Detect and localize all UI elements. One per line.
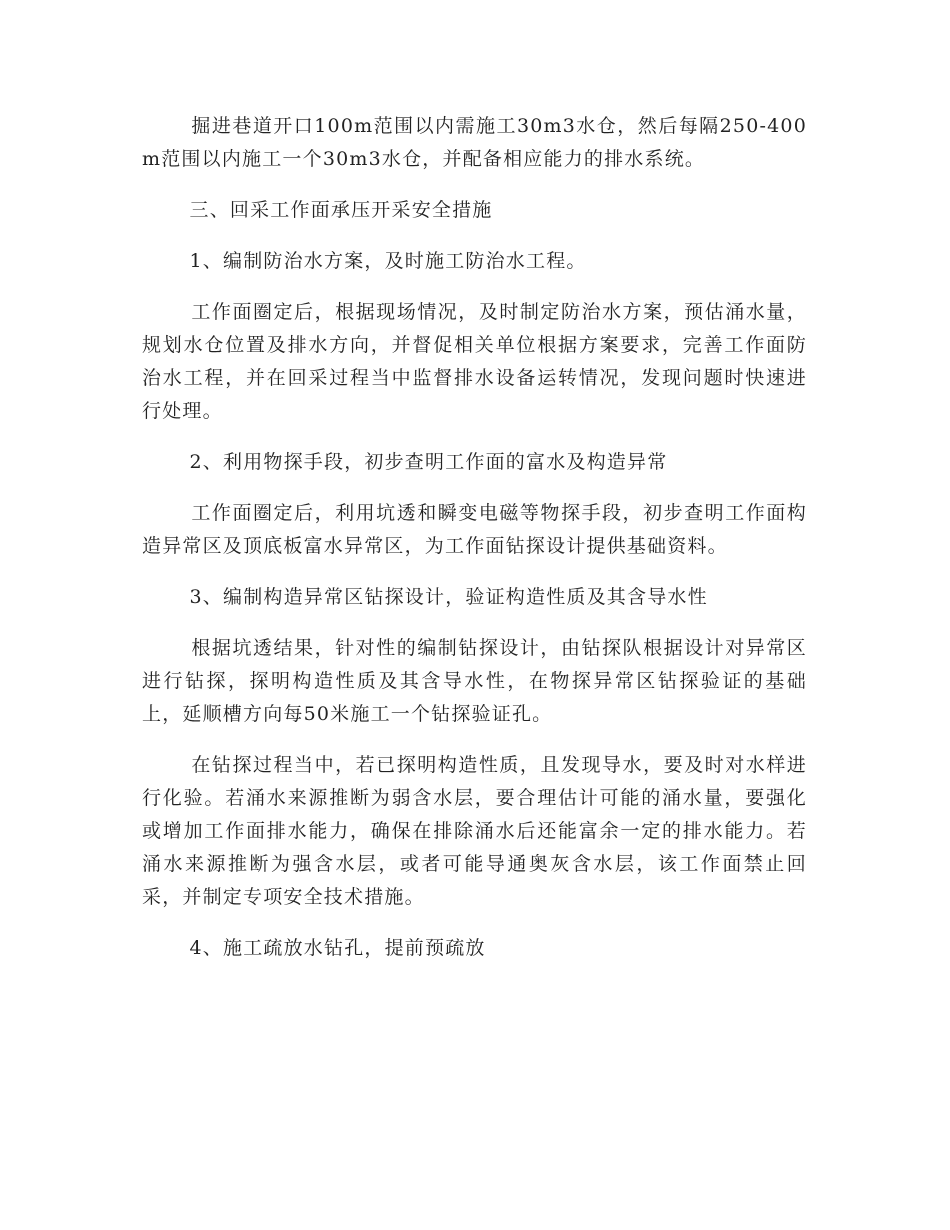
- paragraph-water-sump: 掘进巷道开口100m范围以内需施工30m3水仓，然后每隔250-400m范围以内施工一个30m3水仓，并配备相应能力的排水系统。: [142, 115, 807, 170]
- paragraph-drilling-process: 在钻探过程当中，若已探明构造性质，且发现导水，要及时对水样进行化验。若涌水来源推断为弱含水层，要合理估计可能的涌水量，要强化或增加工作面排水能力，确保在排除涌水后还能富余一定的排水能力。若涌水来源推断为强含水层，或者可能导通奥灰含水层，该工作面禁止回采，并制定专项安全技术措施。: [142, 754, 807, 908]
- section-heading-3: 三、回采工作面承压开采安全措施: [189, 199, 493, 221]
- paragraph-prevention-plan: 工作面圈定后，根据现场情况，及时制定防治水方案，预估涌水量，规划水仓位置及排水方向，并督促相关单位根据方案要求，完善工作面防治水工程，并在回采过程当中监督排水设备运转情况，发现问题时快速进行处理。: [142, 301, 807, 422]
- subheading-4: 4、施工疏放水钻孔，提前预疏放: [189, 937, 486, 959]
- paragraph-drilling-design: 根据坑透结果，针对性的编制钻探设计，由钻探队根据设计对异常区进行钻探，探明构造性质及其含导水性，在物探异常区钻探验证的基础上，延顺槽方向每50米施工一个钻探验证孔。: [142, 637, 807, 725]
- document-page: [142, 110, 807, 965]
- paragraph-geophysical: 工作面圈定后，利用坑透和瞬变电磁等物探手段，初步查明工作面构造异常区及顶底板富水异常区，为工作面钻探设计提供基础资料。: [142, 502, 807, 557]
- subheading-2: 2、利用物探手段，初步查明工作面的富水及构造异常: [189, 451, 668, 473]
- subheading-1: 1、编制防治水方案，及时施工防治水工程。: [189, 250, 587, 272]
- subheading-3: 3、编制构造异常区钻探设计，验证构造性质及其含导水性: [189, 586, 708, 608]
